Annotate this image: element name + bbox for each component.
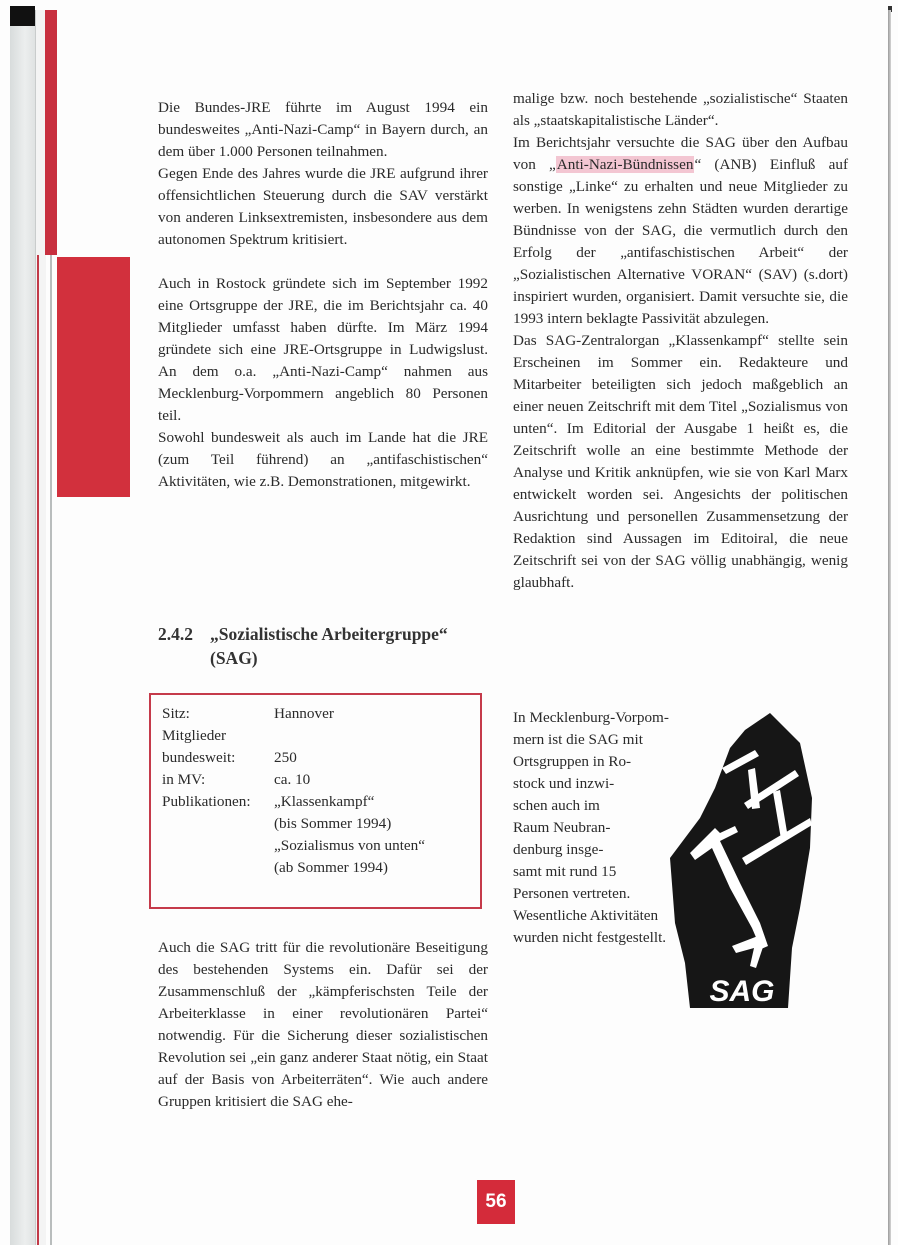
paragraph: Gegen Ende des Jahres wurde die JRE aufgrund ihrer offensichtlichen Steuerung durch die SAV verstärkt von anderen Linksextremisten, insbesondere aus dem autonomen Spektrum kritisiert. [158, 165, 488, 248]
info-value: „Klassenkampf“ [274, 793, 375, 810]
raised-fist-icon [660, 708, 820, 1008]
info-row [162, 835, 480, 857]
right-page-edge [888, 10, 891, 1245]
text-line: In Mecklenburg-Vorpom- [513, 709, 669, 726]
info-row [162, 857, 480, 879]
section-title-abbrev: (SAG) [210, 648, 258, 668]
page-number: 56 [477, 1180, 515, 1224]
info-value: 250 [274, 749, 297, 766]
info-label: bundesweit: [162, 749, 236, 766]
info-label [162, 857, 274, 879]
highlighted-term: Anti-Nazi-Bündnissen [556, 156, 694, 173]
section-heading [158, 622, 498, 670]
info-value: Hannover [274, 705, 334, 722]
info-label [162, 835, 274, 857]
info-label [162, 813, 274, 835]
paragraph: malige bzw. noch bestehende „sozialistische“ Staaten als „staatskapitalistische Länder“. [513, 90, 848, 129]
text-line: Personen vertreten. [513, 885, 631, 902]
text-line: Ortsgruppen in Ro- [513, 753, 632, 770]
info-value: „Sozialismus von unten“ [274, 837, 426, 854]
paragraph: Das SAG-Zentralorgan „Klassenkampf“ stellte sein Erscheinen im Sommer ein. Redakteure und Mitarbeiter beteiligten sich jedoch maßgeblich an einer neuen Zeitschrift mit dem Titel „Sozialismus von unten“. Im Editorial der Ausgabe 1 heißt es, die Zeitschrift wolle an eine bestimmte Methode der Analyse und Kritik anknüpfen, wie sie von Karl Marx entwickelt worden sei. Angesichts der politischen Ausrichtung und personellen Zusammensetzung der Redaktion sind Aussagen im Editoiral, die neue Zeitschrift sei von der SAG völlig unabhängig, wenig glaubhaft. [513, 332, 848, 591]
text-line: schen auch im [513, 797, 600, 814]
info-value: (ab Sommer 1994) [274, 859, 388, 876]
info-box [149, 693, 482, 909]
right-column [513, 88, 848, 594]
text-line: Wesentliche Aktivitäten [513, 907, 659, 924]
info-label: in MV: [162, 771, 206, 788]
binding-edge-shadow [10, 6, 35, 26]
info-row [162, 769, 480, 791]
text-line: wurden nicht festgestellt. [513, 929, 667, 946]
binding-edge [10, 26, 35, 1245]
info-row [162, 747, 480, 769]
info-label: Sitz: [162, 705, 190, 722]
paragraph: Auch in Rostock gründete sich im September 1992 eine Ortsgruppe der JRE, die im Berichtsjahr ca. 40 Mitglieder umfasst haben dürfte. Im März 1994 gründete sich eine JRE-Ortsgruppe in Ludwigslust. An dem o.a. „Anti-Nazi-Camp“ nahmen aus Mecklenburg-Vorpommern angeblich 80 Personen teil. [158, 275, 488, 424]
text-line: mern ist die SAG mit [513, 731, 643, 748]
red-margin-line [37, 255, 39, 1245]
section-number: 2.4.2 [158, 624, 193, 644]
info-row [162, 813, 480, 835]
paragraph: Auch die SAG tritt für die revolutionäre Beseitigung des bestehenden Systems ein. Dafür sei der Zusammenschluß der „kämpferischsten Teile der Arbeiterklasse in einer revolutionären Partei“ notwendig. Für die Sicherung dieser sozialistischen Revolution sei „ein ganz anderer Staat nötig, ein Staat auf der Basis von Arbeiterräten“. Wie auch andere Gruppen kritisiert die SAG ehe- [158, 939, 488, 1110]
text-run: Im Berichtsjahr versuchte die SAG über den Aufbau von „ [513, 134, 848, 173]
info-row [162, 703, 480, 725]
paragraph [513, 132, 848, 330]
text-line: Raum Neubran- [513, 819, 611, 836]
chapter-red-tab [57, 257, 130, 497]
logo-text: SAG [709, 975, 775, 1008]
text-line: stock und inzwi- [513, 775, 615, 792]
text-line: samt mit rund 15 [513, 863, 617, 880]
left-column [158, 97, 488, 493]
left-column-bottom [158, 937, 488, 1113]
info-value [274, 725, 480, 747]
text-line: denburg insge- [513, 841, 604, 858]
info-row [162, 725, 480, 747]
gray-margin-line [50, 255, 52, 1245]
info-label: Mitglieder [162, 727, 227, 744]
info-label: Publikationen: [162, 793, 251, 810]
paragraph: Sowohl bundesweit als auch im Lande hat die JRE (zum Teil führend) an „antifaschistischen“ Aktivitäten, wie z.B. Demonstrationen, mitgewirkt. [158, 429, 488, 490]
text-run: “ (ANB) Einfluß auf sonstige „Linke“ zu erhalten und neue Mitglieder zu werben. In wenigstens zehn Städten wurden derartige Bündnisse von der SAG, die vermutlich durch den Erfolg der „antifaschistischen Arbeit“ der „Sozialistischen Alternative VORAN“ (SAV) (s.dort) inspiriert wurden, organisiert. Damit versuchte sie, die 1993 intern beklagte Passivität abzulegen. [513, 156, 848, 327]
info-row [162, 791, 480, 813]
red-margin-strip [45, 10, 57, 255]
info-value: (bis Sommer 1994) [274, 815, 392, 832]
info-value: ca. 10 [274, 771, 311, 788]
section-title: „Sozialistische Arbeitergruppe“ [210, 624, 448, 644]
paragraph: Die Bundes-JRE führte im August 1994 ein bundesweites „Anti-Nazi-Camp“ in Bayern durch, an dem über 1.000 Personen teilnahmen. [158, 99, 488, 160]
